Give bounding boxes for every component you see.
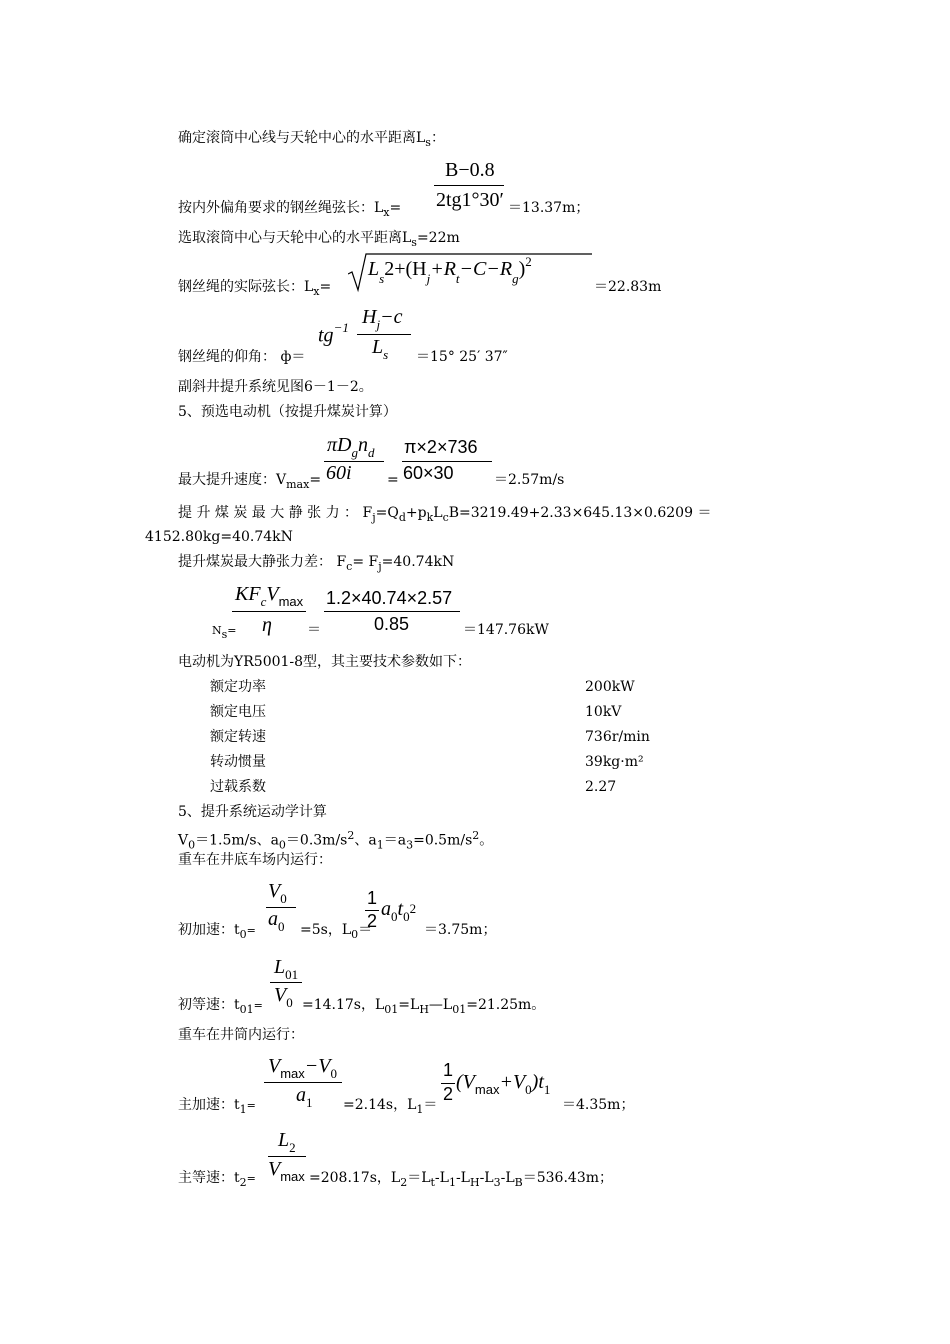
line-15-f: 。 [479,832,494,849]
formula-7-den: V [274,984,287,1006]
formula-4b-num: π×2×736 [404,437,478,457]
formula-5-den: η [262,614,272,636]
line-13-text: 电动机为YR5001-8型，其主要技术参数如下： [178,654,472,670]
line-11-sub: c [346,559,353,573]
line-9-sub2: d [398,510,406,524]
line-12-end: ＝147.76kW [463,622,549,638]
line-2-mid: = [389,200,402,216]
line-21-d: -L [455,1170,470,1186]
formula-2-sub: s [379,271,385,286]
line-15-sup: 2 [347,829,355,842]
line-1-sub: s [425,135,431,149]
formula-8-sub0: 0 [330,1066,337,1081]
formula-9-den-sub: max [280,1169,305,1184]
formula-3-bar [357,334,411,335]
line-9-mid2: +p [405,505,427,521]
formula-2-sub-g: g [512,271,519,286]
line-8-end: ＝2.57m/s [494,472,565,488]
line-11-sub2: j [378,559,382,573]
line-20-sub2: 1 [416,1102,424,1116]
line-2-result [508,198,589,218]
formula-8-denominator [296,1084,313,1110]
formula-1-denominator [436,189,504,212]
line-12-eq-sign: ＝ [307,622,321,638]
formula-8b-one [443,1060,453,1081]
formula-6b-den: 2 [367,911,378,931]
line-4-end: ＝22.83m [594,279,662,295]
text-line-9 [178,503,711,528]
formula-2-part: L [368,258,380,280]
formula-6-num: V [268,880,281,902]
line-15-d: ＝a [383,832,407,849]
text-line-1 [178,128,445,153]
formula-5b-denominator [374,614,409,635]
line-21-sub3: t [430,1175,435,1189]
formula-4-sub-d: d [367,445,375,460]
line-7-text: 5、预选电动机（按提升煤炭计算） [178,404,397,420]
line-9-text: 提 升 煤 炭 最 大 静 张 力 ： F [178,505,373,521]
formula-6b-rest [381,898,417,924]
formula-7-numerator [274,956,299,982]
formula-2-sub-t: t [455,271,460,286]
formula-5-numerator [235,583,304,609]
line-4-sub: x [313,284,320,298]
line-1-text: 确定滚筒中心线与天轮中心的水平距离L [178,130,426,146]
formula-7-bar [270,982,302,983]
text-line-17 [178,920,256,945]
line-3-sub: s [411,235,417,249]
spec-value: 39kg·m² [585,754,644,770]
formula-8b-plus: +V [499,1071,526,1093]
line-15-sup2: 2 [472,829,480,842]
line-9-end: B=3219.49+2.33×645.13×0.6209 ＝ [448,505,712,521]
line-4-text: 钢丝绳的实际弦长：L [178,279,314,295]
formula-1-numerator [445,159,495,182]
line-14-text: 5、提升系统运动学计算 [178,804,327,820]
line-1-end: ： [430,130,445,146]
formula-3-sup: −1 [333,320,349,335]
line-15-a: ＝1.5m/s、a [195,832,279,849]
line-8-sub: max [286,477,310,491]
line-16-text: 重车在井底车场内运行： [178,852,332,868]
line-20-text: 主加速：t [178,1097,240,1113]
line-21-c: -L [434,1170,449,1186]
line-17-middle [300,920,372,945]
line-18-b: =L [398,997,420,1013]
line-17-sub2: 0 [351,927,359,941]
formula-6b-a: a [381,898,391,920]
line-3-text: 选取滚筒中心与天轮中心的水平距离L [178,230,412,246]
formula-8b-close: )t [531,1071,544,1093]
formula-8-den: a [296,1084,306,1106]
formula-6-numerator [268,880,287,906]
formula-4b-numerator [404,437,478,458]
text-line-20 [178,1095,256,1120]
line-4-result [594,277,661,297]
text-line-18 [178,995,263,1020]
formula-2-part4: −C−R [459,258,513,280]
line-3-end: =22m [416,230,460,246]
section-heading-motor [178,402,397,422]
line-21-sub5: H [469,1175,480,1189]
formula-9-numerator [278,1129,296,1155]
line-2-text: 按内外偏角要求的钢丝绳弦长：L [178,200,384,216]
line-21-rest [309,1168,613,1193]
formula-2-sub-j: j [426,271,431,286]
formula-8-numerator [268,1055,337,1081]
spec-value: 2.27 [585,779,617,795]
line-21-sub6: 3 [493,1175,501,1189]
line-15-v: V [178,832,189,849]
line-5-text: 钢丝绳的仰角： ф＝ [178,349,306,365]
text-line-13 [178,652,471,672]
line-12-mid: = [227,624,237,637]
formula-8-bar [264,1082,342,1083]
line-21-sub2: 2 [400,1175,408,1189]
formula-4b-den: 60×30 [403,463,454,483]
line-17-mid: = [246,924,256,937]
line-11-text: 提升煤炭最大静张力差： F [178,554,347,570]
formula-5-v: V [266,583,279,605]
formula-4b-bar [402,461,492,462]
line-12-result [463,620,549,640]
formula-6b-t-sub: 0 [403,909,410,924]
line-18-sub: 01 [239,1002,254,1016]
text-line-8 [178,470,321,495]
formula-5-sub-max: max [278,594,304,609]
formula-8b-num: 1 [443,1060,454,1080]
formula-4b-denominator [403,463,454,484]
formula-8-max: max [280,1066,305,1081]
formula-4-denominator [326,462,352,485]
text-line-16 [178,850,332,870]
line-20-a: =2.14s，L [343,1097,417,1113]
line-15-e: =0.5m/s [413,832,473,849]
spec-name: 额定功率 [210,679,266,695]
line-20-sub: 1 [239,1102,247,1116]
formula-8-den-sub: 1 [306,1095,313,1110]
line-15-sub4: 3 [406,838,414,852]
formula-5-num: KF [235,583,261,605]
spec-name: 额定电压 [210,704,266,720]
line-21-sub4: 1 [448,1175,456,1189]
line-17-a: =5s，L [300,922,352,938]
formula-8b-sub1: 1 [543,1082,551,1097]
line-9-mid: =Q [375,505,399,521]
formula-4-n: n [357,434,368,456]
formula-8b-open: (V [456,1071,475,1093]
formula-4-den: 60i [326,462,352,484]
spec-name: 转动惯量 [210,754,266,770]
line-21-f: -L [500,1170,515,1186]
text-line-3 [178,228,460,253]
formula-3-prefix [318,322,349,348]
formula-5-bar [232,611,306,612]
line-20-mid: = [246,1099,256,1112]
line-18-mid: = [253,999,263,1012]
text-line-6 [178,377,373,397]
spec-name: 过载系数 [210,779,266,795]
spec-value: 200kW [585,679,635,695]
formula-6-num-sub: 0 [280,891,287,906]
text-line-10 [145,527,293,547]
text-line-2 [178,198,401,223]
line-18-text: 初等速：t [178,997,240,1013]
line-8-result [494,470,564,490]
line-8-mid: = [309,472,322,488]
formula-6b-t: t [397,898,404,920]
line-18-a: =14.17s，L [302,997,385,1013]
spec-row [210,677,670,702]
line-20-result [562,1095,634,1115]
formula-8-rest: −V [304,1055,331,1077]
formula-9-num: L [278,1129,290,1151]
formula-9-num-sub: 2 [289,1140,296,1155]
formula-3-num-sub: j [376,317,381,332]
formula-1-den-text: 2tg1°30′ [436,189,504,211]
spec-row [210,702,670,727]
line-17-text: 初加速：t [178,922,240,938]
line-21-sub: 2 [239,1175,247,1189]
line-2-end: ＝13.37m； [508,200,590,216]
formula-3-num: H [362,306,377,328]
formula-3-tg: tg [318,324,334,347]
formula-9-den: V [268,1158,281,1180]
text-line-5 [178,347,305,367]
line-21-mid: = [246,1172,256,1185]
formula-8b-max: max [474,1082,500,1097]
line-10-text: 4152.80kg=40.74kN [145,529,293,545]
formula-3-denominator [372,336,389,362]
formula-8b-rest [456,1071,551,1097]
line-21-e: -L [479,1170,494,1186]
formula-3-den: L [372,336,384,358]
section-heading-kinematics [178,802,327,822]
formula-5-sub-c: c [260,594,267,609]
line-15-b: ＝0.3m/s [285,832,348,849]
spec-row [210,777,670,802]
line-17-end: ＝3.75m； [424,922,497,938]
spec-row [210,752,670,777]
line-18-sub2: 01 [384,1002,399,1016]
line-19-text: 重车在井筒内运行： [178,1027,304,1043]
line-6-text: 副斜井提升系统见图6－1－2。 [178,379,373,395]
line-4-mid: = [319,279,332,295]
formula-8b-sub0: 0 [525,1082,532,1097]
text-line-11 [178,552,454,577]
line-9-sub3: k [426,510,434,524]
line-21-sub7: B [514,1175,523,1189]
formula-2-radicand [368,254,532,286]
formula-2-part3: +R [430,258,456,280]
formula-4-numerator [327,434,375,460]
formula-7-den-sub: 0 [286,995,293,1010]
line-20-b: ＝ [423,1097,438,1113]
line-18-end: =21.25m。 [466,997,546,1013]
line-20-end: ＝4.35m； [562,1097,635,1113]
formula-9-bar [268,1156,306,1157]
formula-8b-two [443,1084,453,1105]
line-21-text: 主等速：t [178,1170,240,1186]
spec-name: 额定转速 [210,729,266,745]
formula-3-numerator [362,306,403,332]
formula-6-den: a [268,908,278,930]
line-12-sub: s [221,627,228,641]
line-9-sub4: c [442,510,449,524]
formula-4-sub-g: g [351,445,358,460]
formula-6-den-sub: 0 [278,919,285,934]
line-17-result [424,920,496,940]
formula-9-denominator [268,1158,305,1184]
formula-1-bar [434,185,504,186]
line-15-sub3: 1 [376,838,384,852]
line-18-sub4: 01 [452,1002,467,1016]
formula-5b-numerator [326,588,452,609]
line-8-eq [387,470,399,490]
formula-2-close: ) [518,258,526,280]
line-5-end: ＝15° 25′ 37″ [416,349,508,365]
line-18-rest [302,995,545,1020]
spec-value: 736r/min [585,729,650,745]
line-12-text: N [212,624,222,637]
line-21-end: ＝536.43m； [522,1170,613,1186]
line-20-middle [343,1095,437,1120]
line-9-mid3: L [433,505,443,521]
line-18-sub3: H [419,1002,429,1016]
motor-spec-table [210,677,670,802]
formula-8-v: V [268,1055,281,1077]
line-11-mid: = F [352,554,379,570]
formula-5b-num: 1.2×40.74×2.57 [326,588,453,608]
text-line-12 [212,620,237,645]
line-2-sub: x [383,205,390,219]
formula-7-num-sub: 01 [285,967,299,982]
formula-7-denominator [274,984,293,1010]
formula-6b-one [367,888,377,909]
formula-7-num: L [274,956,286,978]
line-15-sub: 0 [188,838,196,852]
formula-6b-t-sup: 2 [409,901,417,916]
formula-5-denominator [262,614,272,637]
text-line-19 [178,1025,304,1045]
line-12-eq [307,620,321,640]
formula-6b-num: 1 [367,888,378,908]
line-5-result [416,347,508,367]
formula-6b-a-sub: 0 [391,909,398,924]
line-17-sub: 0 [239,927,247,941]
line-18-c: —L [428,997,453,1013]
line-15-c: 、a [354,832,377,849]
formula-6-denominator [268,908,285,934]
line-21-a: =208.17s，L [309,1170,401,1186]
text-line-21 [178,1168,256,1193]
line-8-eq-sign: = [387,472,399,488]
line-8-text: 最大提升速度：V [178,472,287,488]
spec-row [210,727,670,752]
spec-value: 10kV [585,704,622,720]
line-9-sub: j [372,510,376,524]
formula-5b-bar [324,611,460,612]
text-line-4 [178,277,331,302]
line-17-b: ＝ [358,922,373,938]
line-15-sub2: 0 [278,838,286,852]
formula-1-num-text: B−0.8 [445,159,495,181]
formula-2-square: 2 [525,254,532,269]
formula-4-num: πD [327,434,352,456]
formula-8b-den: 2 [443,1084,454,1104]
formula-3-den-sub: s [383,347,389,362]
formula-3-num-rest: −c [380,306,403,328]
formula-5b-den: 0.85 [374,614,410,634]
line-21-b: ＝L [407,1170,431,1186]
formula-2-part2: 2+(H [384,258,427,280]
line-11-end: =40.74kN [381,554,455,570]
